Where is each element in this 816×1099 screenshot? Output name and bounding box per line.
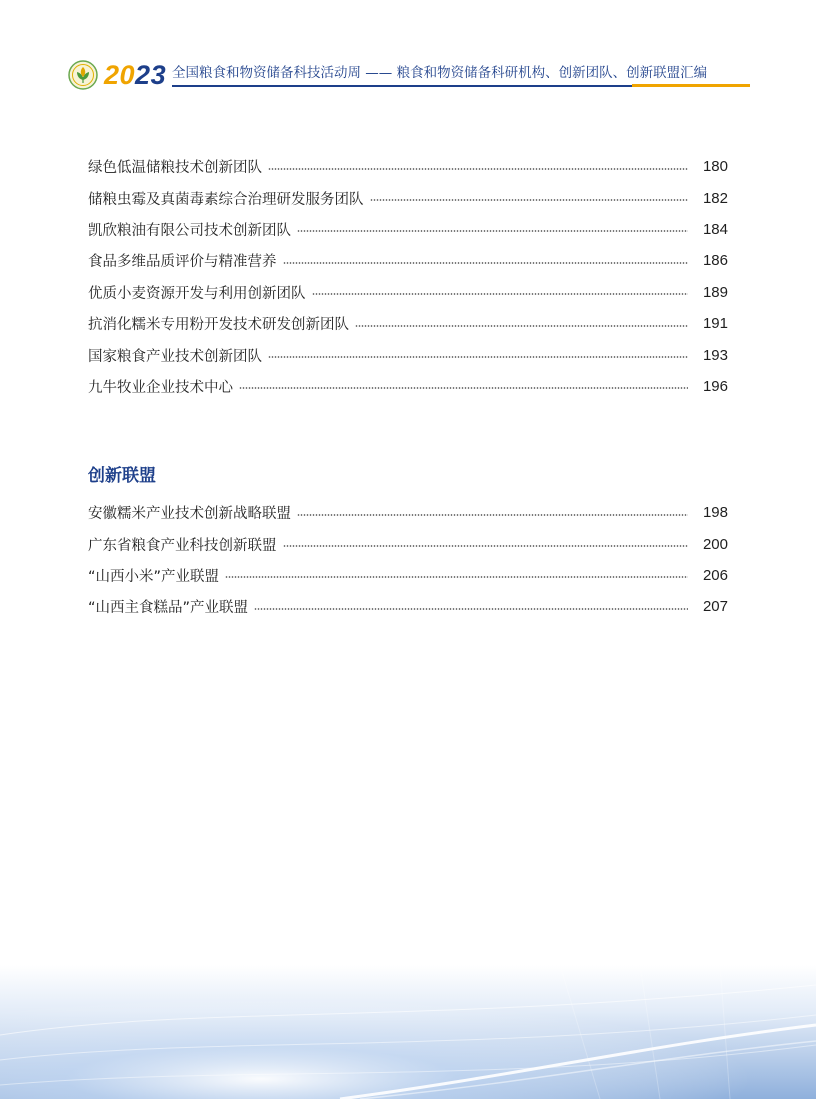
toc-entry-page: 186: [702, 252, 728, 270]
toc-leader-dots: [355, 324, 688, 327]
toc-entry: [88, 591, 728, 622]
toc-entry: [88, 308, 728, 339]
year-part-blue: 23: [135, 60, 167, 90]
header-rule-blue: [172, 85, 632, 87]
header-title: 全国粮食和物资储备科技活动周 —— 粮食和物资储备科研机构、创新团队、创新联盟汇编: [172, 65, 708, 81]
toc-entry-page: 206: [702, 566, 728, 584]
toc-leader-dots: [283, 545, 689, 548]
toc-entry-title: 九牛牧业企业技术中心: [88, 379, 233, 396]
toc-leader-dots: [225, 576, 688, 579]
toc-leader-dots: [370, 199, 689, 202]
toc-entry-page: 198: [702, 504, 728, 522]
toc-entry-page: 207: [702, 598, 728, 616]
toc-entry-page: 184: [702, 220, 728, 238]
toc-entry-title: 优质小麦资源开发与利用创新团队: [88, 285, 306, 302]
toc-entry-page: 193: [702, 346, 728, 364]
toc-entry: [88, 214, 728, 245]
toc-entry: [88, 277, 728, 308]
toc-leader-dots: [268, 356, 688, 359]
toc-entry: [88, 560, 728, 591]
header-rule-gold: [632, 84, 750, 87]
toc-entry: [88, 182, 728, 213]
decorative-tech-wave: [0, 965, 816, 1099]
toc-entry: [88, 339, 728, 370]
toc-entry-title: “山西小米”产业联盟: [88, 568, 220, 585]
toc-entry-page: 196: [702, 377, 728, 395]
toc-entry-title: 国家粮食产业技术创新团队: [88, 348, 262, 365]
toc-leader-dots: [312, 293, 689, 296]
toc-entry-title: 安徽糯米产业技术创新战略联盟: [88, 506, 291, 523]
toc-leader-dots: [254, 607, 688, 610]
toc-entry: [88, 151, 728, 182]
toc-entry-page: 200: [702, 535, 728, 553]
toc-entry-title: 储粮虫霉及真菌毒素综合治理研发服务团队: [88, 191, 364, 208]
toc-entry-title: 绿色低温储粮技术创新团队: [88, 160, 262, 177]
toc-entry-page: 191: [702, 315, 728, 333]
toc-leader-dots: [239, 387, 688, 390]
toc-entry-title: “山西主食糕品”产业联盟: [88, 600, 249, 617]
grain-emblem-icon: [68, 60, 98, 90]
toc-entry: [88, 497, 728, 528]
toc-leader-dots: [268, 167, 688, 170]
section-heading: 创新联盟: [88, 466, 156, 486]
toc-entry-title: 抗消化糯米专用粉开发技术研发创新团队: [88, 317, 349, 334]
toc-entry-page: 182: [702, 189, 728, 207]
toc-entry-title: 凯欣粮油有限公司技术创新团队: [88, 222, 291, 239]
toc-list-alliances: [88, 497, 728, 623]
toc-leader-dots: [283, 261, 689, 264]
toc-leader-dots: [297, 513, 688, 516]
toc-entry: [88, 528, 728, 559]
toc-leader-dots: [297, 230, 688, 233]
toc-entry-page: 189: [702, 283, 728, 301]
toc-entry: [88, 371, 728, 402]
toc-entry-title: 广东省粮食产业科技创新联盟: [88, 537, 277, 554]
toc-entry: [88, 245, 728, 276]
page-header: [68, 58, 750, 94]
toc-entry-page: 180: [702, 158, 728, 176]
toc-list-teams: [88, 151, 728, 402]
header-year: [104, 58, 166, 92]
toc-entry-title: 食品多维品质评价与精准营养: [88, 254, 277, 271]
year-part-gold: 20: [104, 60, 136, 90]
